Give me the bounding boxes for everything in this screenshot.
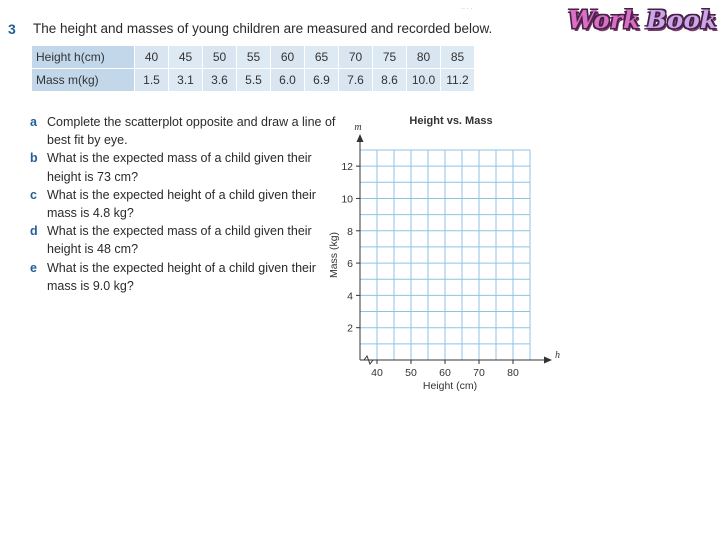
part-label: c [30, 187, 37, 202]
mass-cell: 11.2 [441, 69, 475, 92]
height-cell: 80 [407, 46, 441, 69]
workbook-logo [568, 3, 718, 35]
question-parts [30, 113, 337, 295]
part-text: What is the expected mass of a child given their height is 73 cm? [47, 151, 312, 184]
x-tick-label: 50 [405, 367, 417, 379]
mass-cell: 6.9 [305, 69, 339, 92]
height-cell: 65 [305, 46, 339, 69]
height-row [32, 46, 475, 69]
height-cell: 55 [237, 46, 271, 69]
height-cell: 70 [339, 46, 373, 69]
question-part-d [30, 222, 337, 258]
height-cell: 75 [373, 46, 407, 69]
y-variable-label: m [354, 122, 362, 133]
question-part-c [30, 186, 337, 222]
x-tick-label: 80 [507, 367, 519, 379]
part-label: a [30, 115, 37, 129]
question-part-a [30, 113, 337, 149]
x-tick-label: 40 [371, 367, 383, 379]
height-cell: 85 [441, 46, 475, 69]
mass-cell: 1.5 [135, 69, 169, 92]
mass-cell: 3.1 [169, 69, 203, 92]
part-label: e [30, 260, 37, 275]
part-text: What is the expected height of a child given their mass is 4.8 kg? [47, 187, 316, 221]
part-label: d [30, 224, 38, 239]
part-text: What is the expected mass of a child given their height is 48 cm? [47, 224, 312, 257]
x-axis-arrow [544, 357, 552, 364]
chart-svg [320, 110, 580, 400]
data-table [31, 45, 475, 92]
question-part-b [30, 149, 337, 185]
chart-axes [356, 134, 552, 364]
y-axis-arrow [357, 134, 364, 142]
x-axis-title: Height (cm) [422, 380, 478, 392]
part-label: b [30, 151, 38, 166]
y-tick-label: 8 [347, 225, 353, 238]
part-text: Complete the scatterplot opposite and draw a line of best fit by eye. [47, 115, 336, 148]
chart-labels [328, 115, 560, 392]
logo-word-work: Work [568, 4, 641, 34]
height-cell: 45 [169, 46, 203, 69]
chart-grid [360, 150, 530, 360]
mass-cell: 6.0 [271, 69, 305, 92]
y-tick-label: 12 [341, 161, 353, 174]
scan-marks: ·· · · [461, 6, 473, 12]
mass-cell: 3.6 [203, 69, 237, 92]
y-tick-label: 4 [347, 290, 353, 303]
x-tick-label: 70 [473, 367, 485, 379]
chart-title: Height vs. Mass [409, 115, 493, 127]
logo-word-book: Book [646, 4, 718, 34]
x-variable-label: h [555, 350, 560, 361]
y-tick-label: 2 [347, 322, 353, 335]
mass-row-label: Mass m(kg) [32, 69, 135, 92]
y-tick-label: 10 [341, 193, 353, 206]
mass-cell: 7.6 [339, 69, 373, 92]
height-cell: 40 [135, 46, 169, 69]
scatterplot-grid[interactable] [320, 110, 580, 400]
height-row-label: Height h(cm) [32, 46, 135, 69]
question-part-e [30, 259, 337, 295]
mass-cell: 8.6 [373, 69, 407, 92]
height-cell: 50 [203, 46, 237, 69]
part-text: What is the expected height of a child given their mass is 9.0 kg? [47, 260, 316, 293]
question-number: 3 [8, 21, 16, 37]
mass-cell: 5.5 [237, 69, 271, 92]
height-cell: 60 [271, 46, 305, 69]
mass-cell: 10.0 [407, 69, 441, 92]
question-text: The height and masses of young children are measured and recorded below. [33, 21, 493, 36]
y-tick-label: 6 [347, 258, 353, 271]
x-tick-label: 60 [439, 367, 451, 379]
mass-row [32, 69, 475, 92]
y-axis-title: Mass (kg) [328, 231, 340, 279]
